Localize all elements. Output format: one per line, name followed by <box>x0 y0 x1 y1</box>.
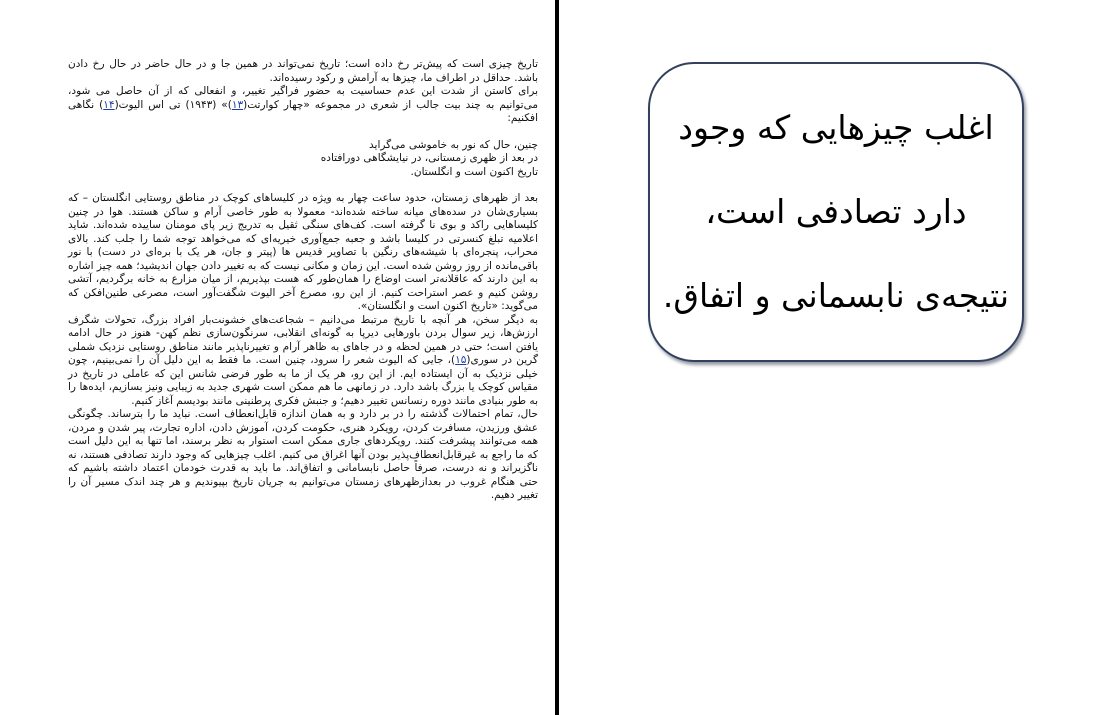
footnote-link[interactable]: ۱۵ <box>455 354 467 366</box>
quote-text <box>663 86 1009 338</box>
page-divider <box>555 0 559 715</box>
paragraph: تاریخ چیزی است که پیش‌تر رخ داده است؛ تاریخ نمی‌تواند در همین جا و در حال حاضر در حال رخ دادن باشد. حداقل در اطراف ما، چیزها به آرامش و رکود رسیده‌اند. <box>68 58 538 84</box>
paragraph: برای کاستن از شدت این عدم حساسیت به حضور فراگیر تغییر، و انفعالی که از آن حاصل می شود، می‌توانیم به چند بیت جالب از شعری در مجموعه «چهار کوارتت(۱۳)» (۱۹۴۳) تی اس الیوت(۱۴) نگاهی افکنیم: <box>68 85 538 124</box>
quote-line: نتیجه‌ی نابسمانی و اتفاق. <box>662 276 1010 315</box>
footnote-link[interactable]: ۱۴ <box>103 98 115 111</box>
quote-card <box>648 62 1024 362</box>
document-text <box>68 58 538 503</box>
paragraph: به دیگر سخن، هر آنچه با تاریخ مرتبط می‌دانیم – شجاعت‌های خشونت‌بار افراد بزرگ، تحولات شگرف ارزش‌ها، زیر سوال بردن باورهایی دیرپا به گونه‌ای انقلابی، سرنگون‌سازی نظم کهن- هنوز در حال ادامه یافتن است؛ حتی در همین لحظه و در جاهای به ظاهر آرام و تغییرناپذیر مانند مناطق روستایی نزدیک شملی گرین در سوری(۱۵)، جایی که الیوت شعر را سرود، چنین است. ما فقط به این دلیل آن را نمی‌بینیم، چون خیلی نزدیک به آن ایستاده ایم. از این رو، هر یک از ما به طور فرضی شانس این که عاملی در تاریخ در مقیاس کوچک یا بزرگ باشد دارد. در زمانهی ما هم ممکن است شهری جدید به زیبایی ونیز بسازیم، ایده‌ها را به طور بنیادی مانند دوره رنسانس تغییر دهیم؛ و جنبش فکری پرطنینی مانند بودیسم آغاز کنیم. <box>68 313 538 407</box>
document-page <box>0 0 555 715</box>
poem-line: در بعد از ظهری زمستانی، در نیایشگاهی دورافتاده <box>320 152 538 164</box>
poem-line: تاریخ اکنون است و انگلستان. <box>410 165 538 178</box>
quote-line: دارد تصادفی است، <box>705 192 967 231</box>
quote-line: اغلب چیزهایی که وجود <box>678 108 994 147</box>
paragraph: حال، تمام احتمالات گذشته را در بر دارد و به همان اندازه قابل‌انعطاف است. نباید ما را بترساند. چگونگی عشق ورزیدن، مسافرت کردن، رویکرد هنری، حکومت کردن، آموزش دادن، اداره تجارت، پیر شدن و مردن، همه می‌توانند پیشرفت کنند. رویکردهای جاری ممکن است استوار به نظر برسند، اما تنها به این دلیل است که ما راجع به غیرقابل‌انعطاف‌پذیر بودن آنها اغراق می کنیم. اغلب چیزهایی که وجود دارند تصادفی هستند، نه ناگزیراند و نه درست، صرفاً حاصل نابسامانی و اتفاق‌اند. ما باید به قدرت خودمان اعتماد داشته باشیم که حتی هنگام غروب در بعدازظهرهای زمستان می‌توانیم به جریان تاریخ بپیوندیم و هر چند اندک مسیر آن را تغییر دهیم. <box>68 408 538 501</box>
paragraph: بعد از ظهرهای زمستان، حدود ساعت چهار به ویژه در کلیساهای کوچک در مناطق روستایی انگلستان – که بسیاری‌شان در سده‌های میانه ساخته شده‌اند- معمولا به طور خاصی آرام و ساکن هستند. هوا در چنین کلیساهایی راکد و بوی نا گرفته است. کف‌های سنگی ثقیل به تدریج زیر پای مومنان ساییده شده‌اند. شاید اعلامیه تبلغ کنسرتی در کلیسا باشد و جعبه جمع‌آوری خیریه‌ای که می‌خواهد توجه شما را جلب کند. بالای محراب، پنجره‌ای با شیشه‌های رنگین با تصاویر قدیس ها (پیتر و جان، هر یک با بره‌ای در دست) با نور باقی‌مانده از روز روشن شده است. این زمان و مکانی نیست که به تغییر دادن جهان اندیشید؛ همه چیز اشاره به این دارند که عاقلانه‌تر است اوضاع را همان‌طور که هست بپذیریم، از میان مزارع به خانه برگردیم، آتشی روشن کنیم و عصر استراحت کنیم. از این رو، مصرع آخر الیوت شگفت‌آور است، مصرعی طنین‌افکن که می‌گوید: «تاریخ اکنون است و انگلستان». <box>68 192 538 312</box>
poem-line: چنین، حال که نور به خاموشی می‌گراید <box>369 138 538 151</box>
footnote-link[interactable]: ۱۳ <box>231 98 244 111</box>
